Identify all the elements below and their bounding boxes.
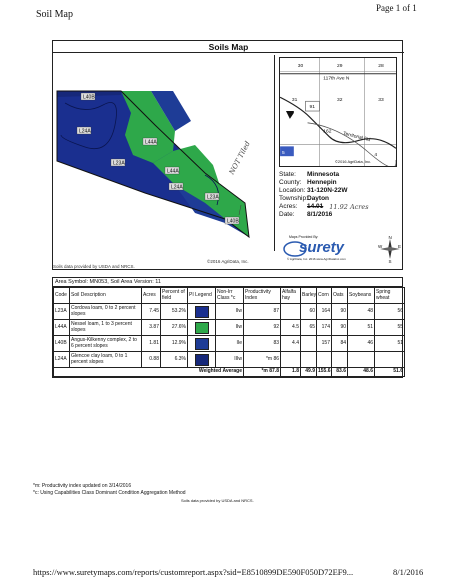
cell-code: L23A bbox=[54, 304, 70, 320]
legend-swatch bbox=[195, 306, 209, 318]
cell-class: IIIw bbox=[216, 352, 244, 368]
map-label: L23A bbox=[207, 194, 219, 201]
col-header: Code bbox=[54, 288, 70, 304]
weighted-pi: *m 87.8 bbox=[244, 368, 281, 377]
weighted-alfalfa: 1.8 bbox=[281, 368, 301, 377]
cell-corn: 164 bbox=[317, 304, 332, 320]
cell-wheat bbox=[375, 352, 405, 368]
field-polygon bbox=[57, 91, 249, 237]
cell-class: IIe bbox=[216, 336, 244, 352]
section-label: 31 bbox=[291, 98, 298, 104]
cell-wheat: 56 bbox=[375, 304, 405, 320]
cell-corn: 174 bbox=[317, 320, 332, 336]
info-label: County: bbox=[279, 179, 302, 186]
info-value: Hennepin bbox=[307, 179, 337, 186]
info-label: Location: bbox=[279, 187, 306, 194]
cell-oats: 90 bbox=[332, 320, 348, 336]
cell-alfalfa bbox=[281, 304, 301, 320]
weighted-wheat: 51.6 bbox=[375, 368, 405, 377]
cell-code: L40B bbox=[54, 336, 70, 352]
cell-oats: 90 bbox=[332, 304, 348, 320]
info-row bbox=[279, 187, 369, 195]
report-title: Soils Map bbox=[53, 41, 404, 53]
weighted-soy: 48.6 bbox=[348, 368, 375, 377]
cell-desc: Nessel loam, 1 to 3 percent slopes bbox=[70, 320, 142, 336]
route-shield: 91 bbox=[309, 105, 315, 111]
info-row bbox=[279, 211, 369, 219]
surety-brand: surety bbox=[299, 239, 345, 256]
info-value: 31-120N-22W bbox=[307, 187, 348, 194]
table-header-row bbox=[54, 288, 405, 304]
footer-url[interactable]: https://www.suretymaps.com/reports/customreport.aspx?sid=E8510899DE590F050D72EF9... bbox=[33, 567, 354, 577]
info-row bbox=[279, 203, 369, 211]
cell-barley bbox=[301, 352, 317, 368]
col-header: Non-Irr Class *c bbox=[216, 288, 244, 304]
info-value: 8/1/2016 bbox=[307, 211, 333, 218]
cell-barley bbox=[301, 336, 317, 352]
cell-class: IIw bbox=[216, 320, 244, 336]
table-row bbox=[54, 352, 405, 368]
col-header: Corn bbox=[317, 288, 332, 304]
section-label: 29 bbox=[337, 63, 343, 69]
table-row bbox=[54, 304, 405, 320]
cell-corn bbox=[317, 352, 332, 368]
col-header: Oats bbox=[332, 288, 348, 304]
col-header: Soil Description bbox=[70, 288, 142, 304]
footnote-credit: Soils data provided by USDA and NRCS. bbox=[181, 498, 254, 503]
info-label: Date: bbox=[279, 211, 295, 218]
map-label: L23A bbox=[113, 160, 125, 167]
road-label: Territorial Rd bbox=[342, 131, 371, 144]
info-value: Minnesota bbox=[307, 171, 340, 178]
cell-corn: 157 bbox=[317, 336, 332, 352]
weighted-average-row bbox=[54, 368, 405, 377]
weighted-barley: 49.9 bbox=[301, 368, 317, 377]
cell-soy: 51 bbox=[348, 320, 375, 336]
cell-pct: 12.9% bbox=[161, 336, 188, 352]
table-row bbox=[54, 320, 405, 336]
compass-s: S bbox=[388, 259, 392, 263]
cell-wheat: 55 bbox=[375, 320, 405, 336]
cell-soy: 48 bbox=[348, 304, 375, 320]
cell-pi: 83 bbox=[244, 336, 281, 352]
legend-swatch bbox=[195, 322, 209, 334]
map-label: L24A bbox=[171, 184, 183, 191]
maps-by-label: Maps Provided By: bbox=[289, 235, 319, 239]
col-header: PI Legend bbox=[188, 288, 216, 304]
soils-map bbox=[55, 55, 271, 262]
surety-small: © AgriData, Inc. 2016 www.AgriDataInc.com bbox=[287, 257, 346, 261]
col-header: Productivity Index bbox=[244, 288, 281, 304]
soils-credit: Soils data provided by USDA and NRCS. bbox=[53, 264, 135, 269]
cell-acres: 7.45 bbox=[142, 304, 161, 320]
map-label: L40B bbox=[83, 94, 95, 101]
page-number: Page 1 of 1 bbox=[376, 3, 417, 13]
cell-alfalfa: 4.5 bbox=[281, 320, 301, 336]
info-label: Acres: bbox=[279, 203, 298, 210]
weighted-oats: 83.6 bbox=[332, 368, 348, 377]
compass-e: E bbox=[398, 244, 402, 249]
section-label: 33 bbox=[378, 98, 384, 104]
map-label: L44A bbox=[145, 139, 157, 146]
cell-pct: 6.3% bbox=[161, 352, 188, 368]
vicinity-map bbox=[279, 57, 397, 167]
cell-barley: 65 bbox=[301, 320, 317, 336]
cell-pi: 92 bbox=[244, 320, 281, 336]
cell-legend bbox=[188, 320, 216, 336]
weighted-corn: 155.6 bbox=[317, 368, 332, 377]
info-row bbox=[279, 171, 369, 179]
soils-map-report bbox=[52, 40, 403, 270]
cell-pct: 27.6% bbox=[161, 320, 188, 336]
info-row bbox=[279, 195, 369, 203]
col-header: Alfalfa hay bbox=[281, 288, 301, 304]
cell-desc: Angus-Kilkenny complex, 2 to 6 percent slopes bbox=[70, 336, 142, 352]
section-label: 5 bbox=[282, 151, 285, 157]
cell-pct: 53.2% bbox=[161, 304, 188, 320]
soils-table bbox=[52, 277, 403, 378]
cell-acres: 1.81 bbox=[142, 336, 161, 352]
weighted-label: Weighted Average bbox=[54, 368, 244, 377]
cell-desc: Cordova loam, 0 to 2 percent slopes bbox=[70, 304, 142, 320]
legend-swatch bbox=[195, 338, 209, 350]
cell-class: IIw bbox=[216, 304, 244, 320]
surety-logo bbox=[281, 235, 376, 263]
compass-w: W bbox=[378, 244, 383, 249]
compass-n: N bbox=[388, 235, 392, 240]
cell-barley: 60 bbox=[301, 304, 317, 320]
cell-legend bbox=[188, 352, 216, 368]
info-row bbox=[279, 179, 369, 187]
col-header: Percent of field bbox=[161, 288, 188, 304]
compass-icon bbox=[378, 235, 402, 263]
route-shield: 162 bbox=[323, 129, 332, 135]
cell-code: L44A bbox=[54, 320, 70, 336]
col-header: Acres bbox=[142, 288, 161, 304]
cell-pi: 87 bbox=[244, 304, 281, 320]
section-label: 32 bbox=[337, 98, 343, 104]
map-label: L44A bbox=[167, 168, 179, 175]
cell-acres: 0.88 bbox=[142, 352, 161, 368]
cell-soy bbox=[348, 352, 375, 368]
section-label: 30 bbox=[297, 63, 304, 69]
footnote-m: *m: Productivity index updated on 3/14/2016 bbox=[33, 483, 132, 489]
cell-acres: 3.87 bbox=[142, 320, 161, 336]
area-symbol: Area Symbol: MN053, Soil Area Version: 11 bbox=[53, 278, 402, 287]
footnote-c: *c: Using Capabilities Class Dominant Condition Aggregation Method bbox=[33, 490, 186, 496]
col-header: Spring wheat bbox=[375, 288, 405, 304]
cell-code: L24A bbox=[54, 352, 70, 368]
location-pane bbox=[274, 55, 400, 251]
info-value: 14.01 bbox=[307, 203, 324, 210]
cell-oats bbox=[332, 352, 348, 368]
info-label: State: bbox=[279, 171, 296, 178]
legend-swatch bbox=[195, 354, 209, 366]
cell-soy: 46 bbox=[348, 336, 375, 352]
col-header: Barley bbox=[301, 288, 317, 304]
footer-date: 8/1/2016 bbox=[393, 567, 424, 577]
cell-alfalfa bbox=[281, 352, 301, 368]
table-row bbox=[54, 336, 405, 352]
cell-desc: Glencoe clay loam, 0 to 1 percent slopes bbox=[70, 352, 142, 368]
location-info bbox=[279, 171, 369, 219]
cell-legend bbox=[188, 336, 216, 352]
vicinity-credit: ©2016 AgriData, Inc. bbox=[335, 159, 372, 165]
cell-legend bbox=[188, 304, 216, 320]
cell-oats: 84 bbox=[332, 336, 348, 352]
map-credit: ©2016 AgriData, Inc. bbox=[207, 259, 249, 264]
info-label: Township: bbox=[279, 195, 308, 202]
cell-alfalfa: 4.4 bbox=[281, 336, 301, 352]
info-value: Dayton bbox=[307, 195, 330, 202]
map-label: L24A bbox=[79, 128, 91, 135]
col-header: Soybeans bbox=[348, 288, 375, 304]
cell-wheat: 51 bbox=[375, 336, 405, 352]
handwritten-note: NOT Tiled bbox=[227, 139, 252, 176]
page-title: Soil Map bbox=[36, 9, 73, 20]
section-label: 28 bbox=[378, 63, 384, 69]
road-label: 117th Ave N bbox=[323, 76, 350, 82]
section-label: 4 bbox=[374, 153, 378, 159]
map-label: L40B bbox=[227, 218, 239, 225]
handwritten-acres: 11.92 Acres bbox=[329, 203, 369, 211]
cell-pi: *m 86 bbox=[244, 352, 281, 368]
